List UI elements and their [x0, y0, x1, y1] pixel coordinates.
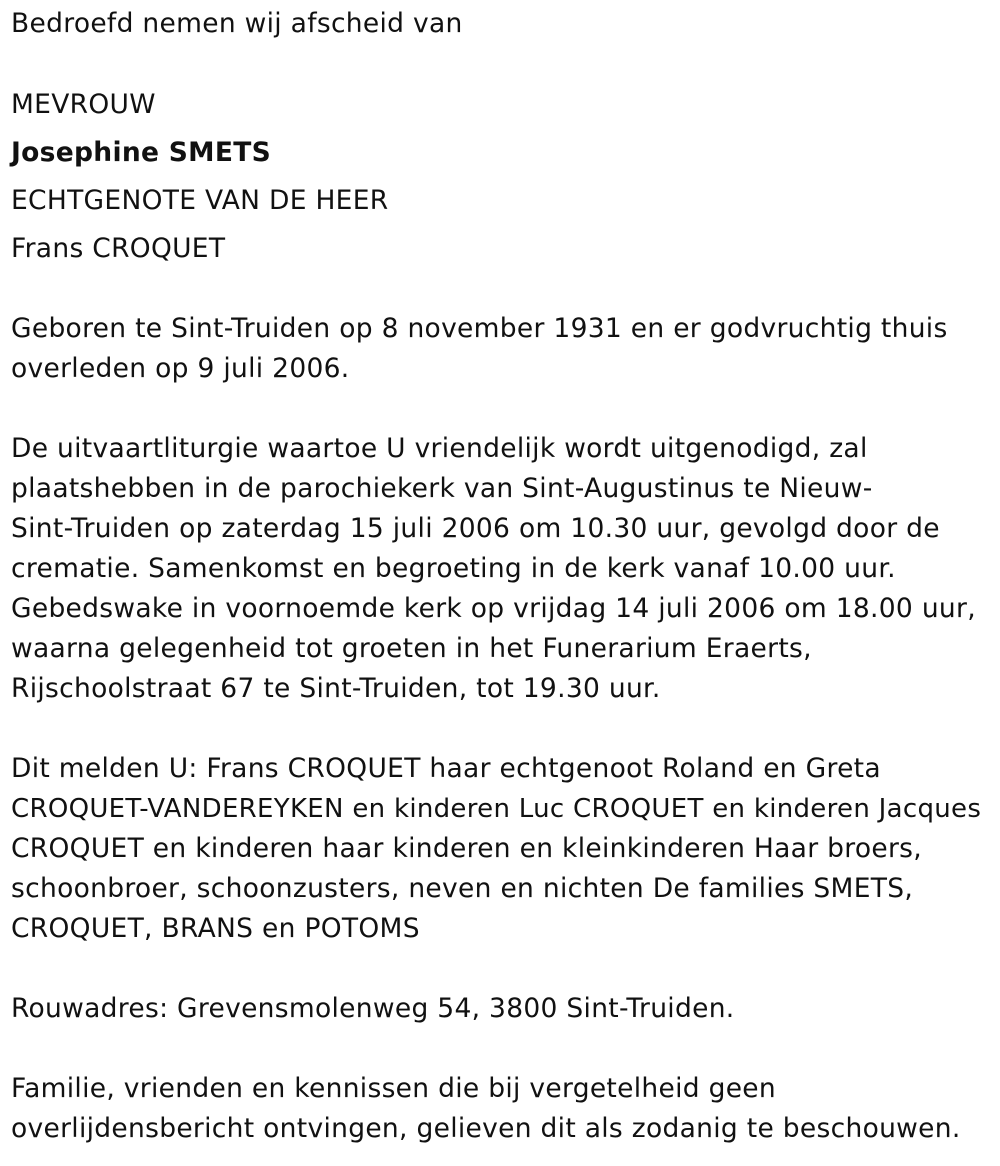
ceremony-line: De uitvaartliturgie waartoe U vriendelijk wordt uitgenodigd, zal: [11, 433, 868, 464]
family-line: schoonbroer, schoonzusters, neven en nichten De families SMETS,: [11, 873, 914, 904]
closing-line: overlijdensbericht ontvingen, gelieven dit als zodanig te beschouwen.: [11, 1113, 961, 1144]
ceremony-line: Gebedswake in voornoemde kerk op vrijdag 14 juli 2006 om 18.00 uur,: [11, 593, 976, 624]
family-line: CROQUET, BRANS en POTOMS: [11, 913, 420, 944]
family-line: CROQUET en kinderen haar kinderen en kleinkinderen Haar broers,: [11, 833, 922, 864]
deceased-name: Josephine SMETS: [11, 137, 272, 168]
family-line: CROQUET-VANDEREYKEN en kinderen Luc CROQUET en kinderen Jacques: [11, 794, 982, 824]
ceremony-line: crematie. Samenkomst en begroeting in de kerk vanaf 10.00 uur.: [11, 553, 896, 584]
ceremony-line: waarna gelegenheid tot groeten in het Funerarium Eraerts,: [11, 633, 812, 664]
birth-death-line: Geboren te Sint-Truiden op 8 november 1931 en er godvruchtig thuis: [11, 313, 948, 344]
spouse-name: Frans CROQUET: [11, 233, 226, 264]
ceremony-line: plaatshebben in de parochiekerk van Sint-Augustinus te Nieuw-: [11, 473, 873, 504]
ceremony-line: Sint-Truiden op zaterdag 15 juli 2006 om 10.30 uur, gevolgd door de: [11, 513, 940, 544]
mourning-address: Rouwadres: Grevensmolenweg 54, 3800 Sint-Truiden.: [11, 993, 735, 1024]
birth-death-line: overleden op 9 juli 2006.: [11, 353, 350, 384]
relation-text: ECHTGENOTE VAN DE HEER: [11, 185, 389, 216]
family-line: Dit melden U: Frans CROQUET haar echtgenoot Roland en Greta: [11, 753, 881, 784]
ceremony-line: Rijschoolstraat 67 te Sint-Truiden, tot 19.30 uur.: [11, 673, 661, 704]
intro-text: Bedroefd nemen wij afscheid van: [11, 8, 463, 39]
closing-line: Familie, vrienden en kennissen die bij vergetelheid geen: [11, 1073, 777, 1104]
title-text: MEVROUW: [11, 89, 156, 120]
